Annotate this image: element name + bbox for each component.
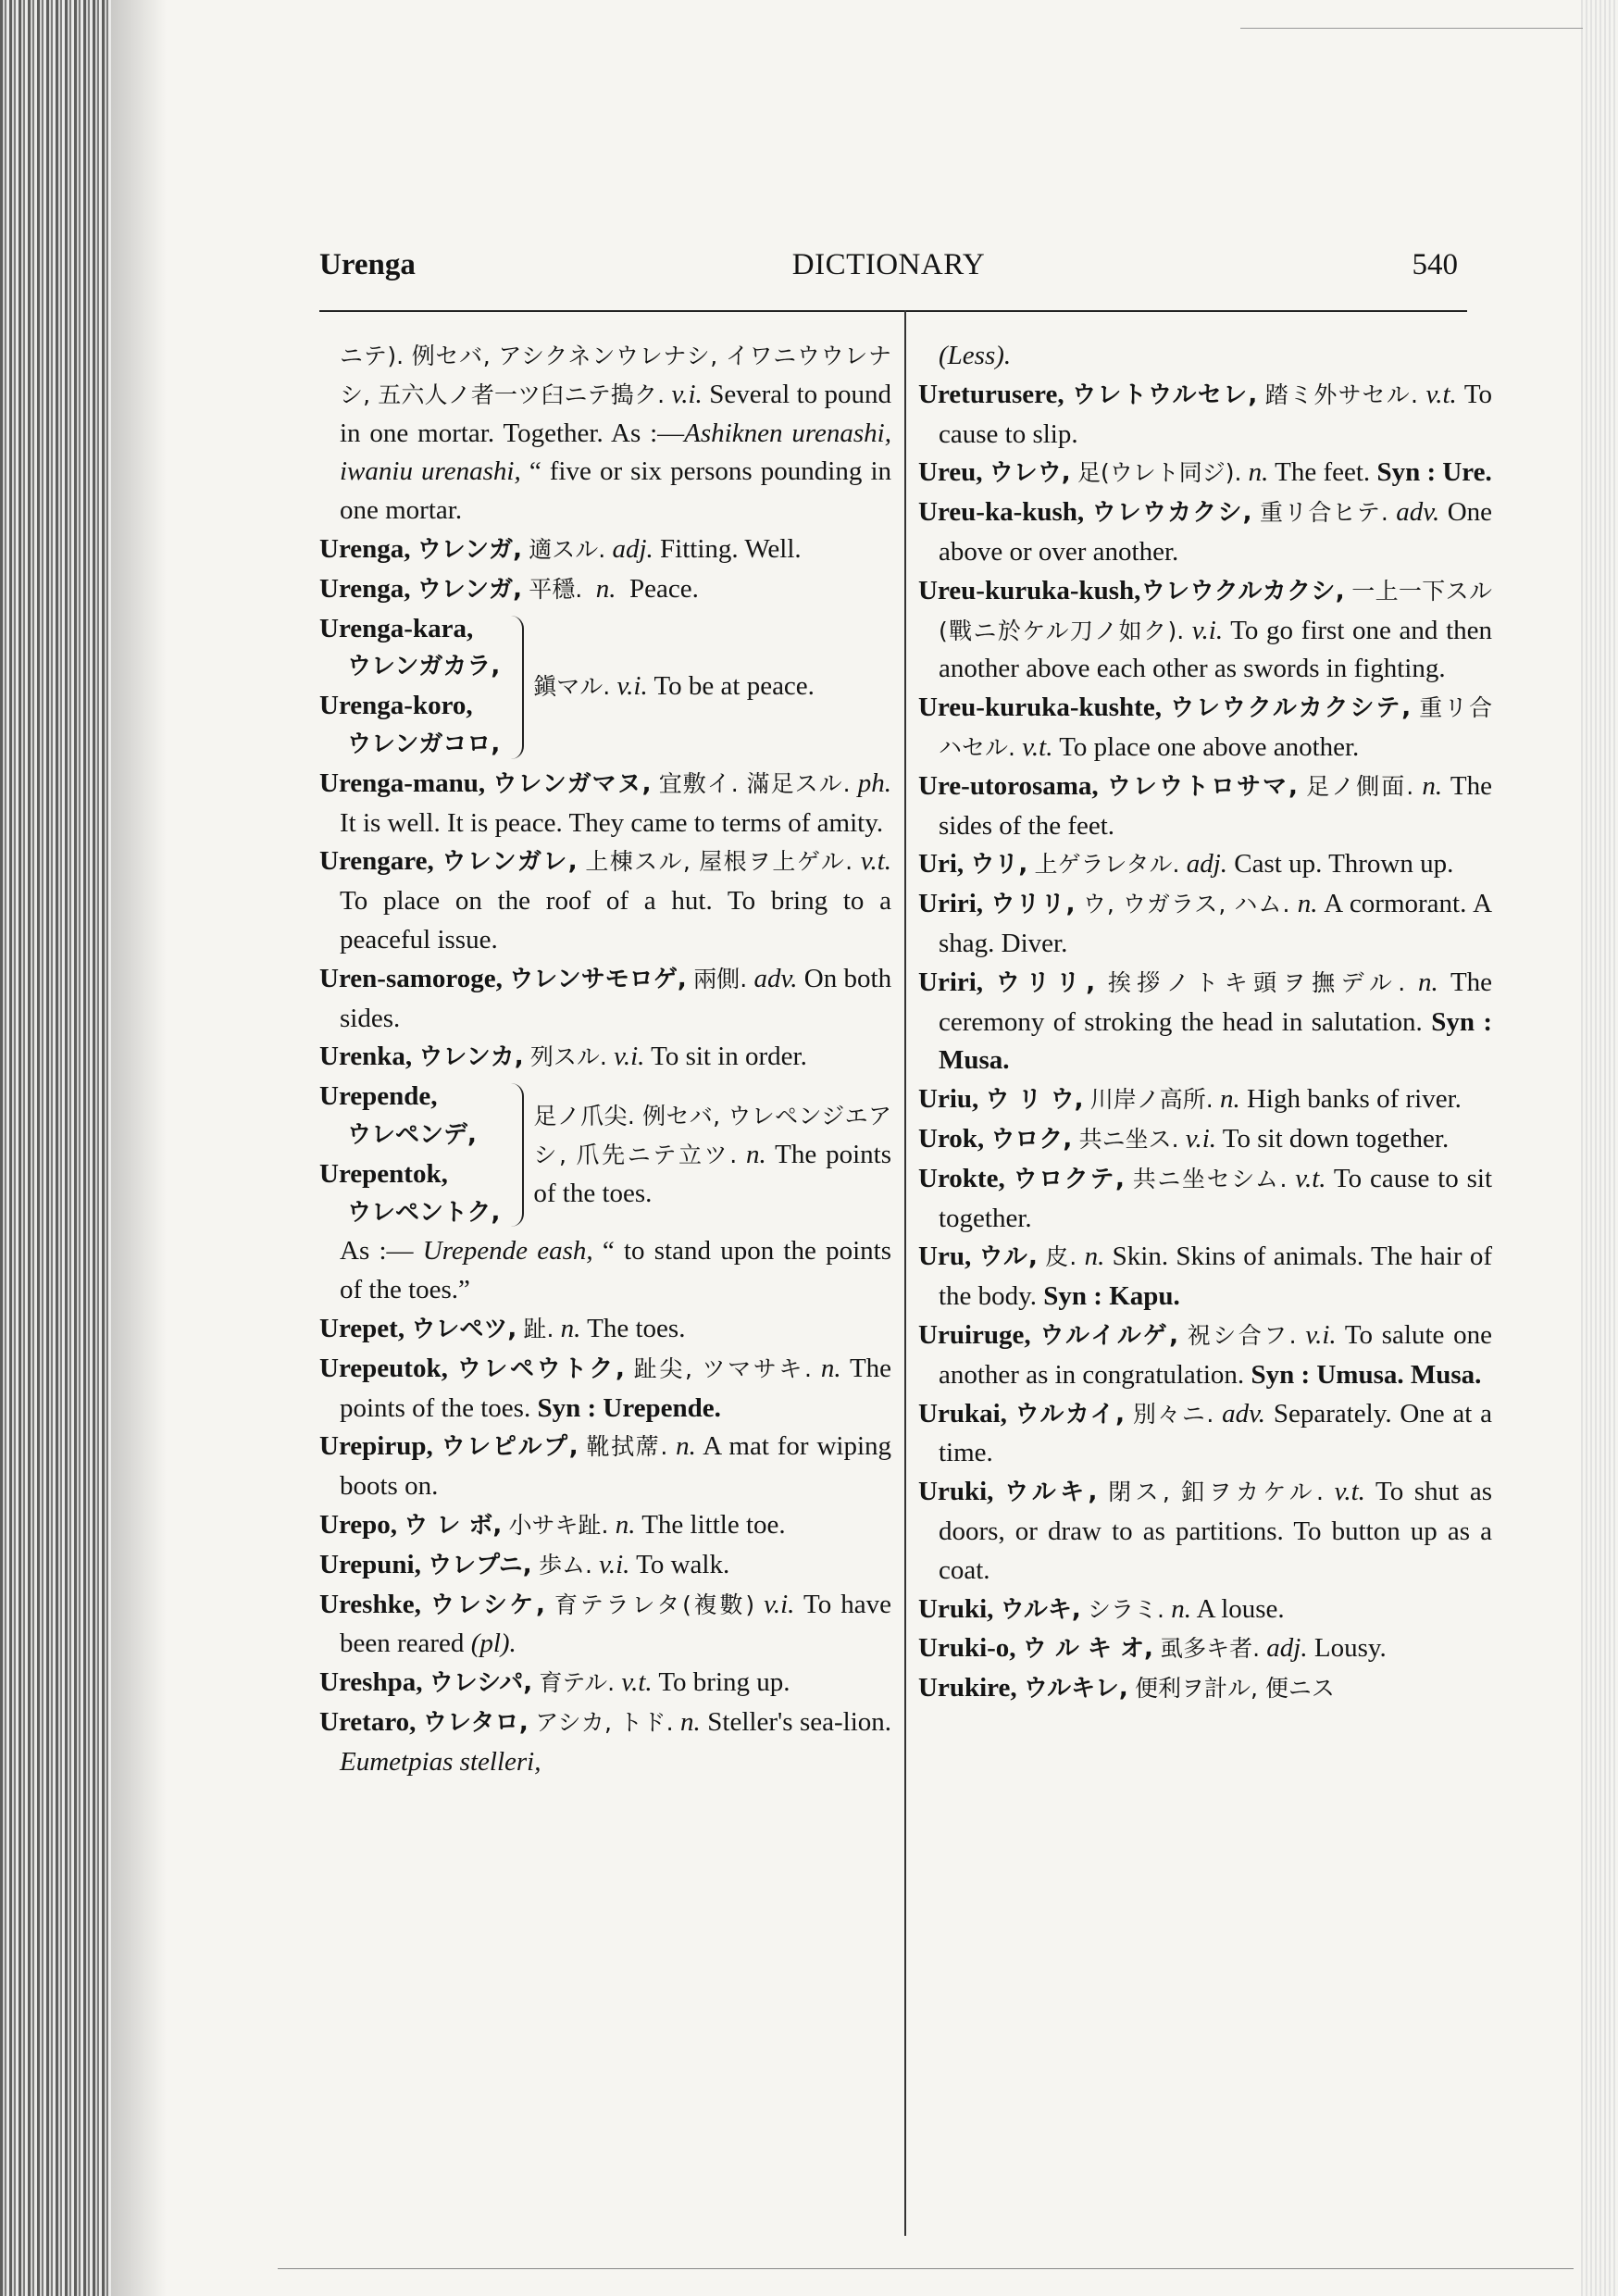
- entry-headword: Urukai,: [918, 1398, 1007, 1429]
- entry-headword: Uru,: [918, 1242, 972, 1272]
- dictionary-entry: Urenga-manu, ウレンガマヌ, 宜敷イ. 滿足スル. ph. It is well. It is peace. They came to terms of amity.: [319, 767, 892, 838]
- entry-headword: Urepo,: [319, 1509, 398, 1540]
- dictionary-entry: Uruki, ウルキ, シラミ. n. A louse.: [918, 1593, 1285, 1624]
- entry-headword: Uruki,: [918, 1593, 994, 1624]
- binding-shadow: [111, 0, 167, 2296]
- dictionary-entry: Uri, ウリ, 上ゲラレタル. adj. Cast up. Thrown up.: [918, 849, 1454, 880]
- entry-headword: Urepuni,: [319, 1549, 421, 1579]
- brace: [502, 616, 524, 759]
- dictionary-entry: Ureu-kuruka-kushte, ウレウクルカクシテ, 重リ合ハセル. v.t. To place one above another.: [918, 693, 1493, 762]
- entry-headword: Uriri,: [918, 889, 984, 919]
- left-column: [319, 337, 891, 1781]
- right-column: [918, 337, 1492, 1709]
- dictionary-entry: Ureturusere, ウレトウルセレ, 踏ミ外サセル. v.t. To cause to slip.: [918, 379, 1493, 449]
- entry-headword: Uren-samoroge,: [319, 963, 503, 993]
- entry-headword: Urenga,: [319, 533, 411, 564]
- entry-headword: Uruki-o,: [918, 1633, 1016, 1664]
- entry-headword: Ureu-kuruka-kush,: [918, 575, 1141, 605]
- entry-headword: Urenga,: [319, 573, 411, 604]
- page-binding-edge: [0, 0, 111, 2296]
- dictionary-entry: Urepirup, ウレピルプ, 靴拭蓆. n. A mat for wiping boots on.: [319, 1431, 892, 1502]
- entry-headword: Ure-utorosama,: [918, 770, 1099, 801]
- entry-headword: Urenga-koro,: [319, 691, 473, 721]
- entry-headword: Urepende,: [319, 1081, 438, 1112]
- dictionary-entry: Ureu-ka-kush, ウレウカクシ, 重リ合ヒテ. adv. One above or over another.: [918, 497, 1493, 567]
- entry-headword: Urok,: [918, 1123, 985, 1154]
- dictionary-entry: Urepet, ウレペツ, 趾. n. The toes.: [319, 1313, 686, 1343]
- entry-headword: Urenka,: [319, 1042, 413, 1072]
- dictionary-entry-group: Urepende, ウレペンデ, Urepentok, ウレペントク, 足ノ爪尖. 例セバ, ウレペンジエアシ, 爪先ニテ立ツ. n. The points of the toes.: [319, 1078, 891, 1232]
- dictionary-entry: Ureu, ウレウ, 足(ウレト同ジ). n. The feet. Syn : Ure.: [918, 457, 1492, 488]
- dictionary-entry: Ureshpa, ウレシパ, 育テル. v.t. To bring up.: [319, 1667, 790, 1698]
- dictionary-entry-continuation: As :— Urepende eash, “ to stand upon the points of the toes.”: [340, 1236, 891, 1305]
- dictionary-entry: Urenga, ウレンガ, 適スル. adj. Fitting. Well.: [319, 533, 802, 564]
- dictionary-entry: Urepo, ウ レ ボ, 小サキ趾. n. The little toe.: [319, 1509, 786, 1540]
- entry-headword: Urenga-kara,: [319, 613, 474, 643]
- entry-headword: Urepentok,: [319, 1158, 448, 1189]
- entry-headword: Ureshke,: [319, 1589, 421, 1619]
- entry-headword: Urepet,: [319, 1313, 405, 1343]
- entry-headword: Urukire,: [918, 1673, 1017, 1703]
- dictionary-entry: Urengare, ウレンガレ, 上棟スル, 屋根ヲ上ゲル. v.t. To place on the roof of a hut. To bring to a peaceful issue.: [319, 846, 892, 955]
- dictionary-entry: Uruki, ウルキ, 閉ス, 釦ヲカケル. v.t. To shut as doors, or draw to as partitions. To button up as a coat.: [918, 1477, 1493, 1585]
- entry-headword: Ureshpa,: [319, 1667, 423, 1698]
- dictionary-entry: Uren-samoroge, ウレンサモロゲ, 兩側. adv. On both sides.: [319, 963, 892, 1033]
- entry-headword: Uruiruge,: [918, 1319, 1031, 1350]
- entry-headword: Uretaro,: [319, 1706, 417, 1737]
- entry-headword: Urokte,: [918, 1163, 1005, 1193]
- entry-headword: Uruki,: [918, 1477, 994, 1507]
- entry-headword: Ureu,: [918, 457, 983, 488]
- entry-headword: Uriu,: [918, 1084, 979, 1115]
- header-rule: [319, 310, 1467, 312]
- entry-headword: Uri,: [918, 849, 965, 880]
- page-right-edge: [1581, 0, 1618, 2296]
- dictionary-entry: Uriri, ウリリ, 挨拶ノトキ頭ヲ撫デル. n. The ceremony of stroking the head in salutation. Syn : Musa.: [918, 967, 1493, 1076]
- dictionary-entry: Uruiruge, ウルイルゲ, 祝シ合フ. v.i. To salute one another as in congratulation. Syn : Umusa. Musa.: [918, 1319, 1493, 1390]
- dictionary-entry: Urok, ウロク, 共ニ坐ス. v.i. To sit down together.: [918, 1123, 1450, 1154]
- dictionary-entry: Ure-utorosama, ウレウトロサマ, 足ノ側面. n. The sides of the feet.: [918, 770, 1493, 841]
- dictionary-entry: Urukire, ウルキレ, 便利ヲ計ル, 便ニス: [918, 1673, 1335, 1703]
- entry-headword: Ureturusere,: [918, 379, 1064, 409]
- scan-bottom-line: [278, 2268, 1574, 2269]
- dictionary-entry: Urepeutok, ウレペウトク, 趾尖, ツマサキ. n. The points of the toes. Syn : Urepende.: [319, 1353, 892, 1423]
- dictionary-entry: Uriu, ウ リ ウ, 川岸ノ高所. n. High banks of river.: [918, 1084, 1462, 1115]
- dictionary-entry: Urenga, ウレンガ, 平穩. n. Peace.: [319, 573, 699, 604]
- scan-top-line: [1240, 28, 1583, 29]
- dictionary-entry: Urukai, ウルカイ, 別々ニ. adv. Separately. One at a time.: [918, 1398, 1492, 1468]
- dictionary-entry: Uru, ウル, 皮. n. Skin. Skins of animals. The hair of the body. Syn : Kapu.: [918, 1242, 1493, 1312]
- dictionary-entry: Ureu-kuruka-kush,ウレウクルカクシ, 一上一下スル(戰ニ於ケル刀ノ如ク). v.i. To go first one and then another above each other as swords in fighting.: [918, 575, 1493, 684]
- entry-headword: Ureu-ka-kush,: [918, 497, 1085, 528]
- dictionary-entry: Urepuni, ウレプニ, 歩ム. v.i. To walk.: [319, 1549, 730, 1579]
- column-divider: [904, 310, 906, 2236]
- dictionary-entry-group: Urenga-kara, ウレンガカラ, Urenga-koro, ウレンガコロ, 鎭マル. v.i. To be at peace.: [319, 610, 891, 765]
- entry-headword: Urepirup,: [319, 1431, 433, 1462]
- page-number: 540: [1412, 248, 1458, 281]
- entry-headword: Urenga-manu,: [319, 767, 486, 798]
- dictionary-entry: Uruki-o, ウ ル キ オ, 虱多キ者. adj. Lousy.: [918, 1633, 1387, 1664]
- dictionary-entry: Urenka, ウレンカ, 列スル. v.i. To sit in order.: [319, 1042, 807, 1072]
- header-title: DICTIONARY: [791, 248, 986, 281]
- page-header: [319, 248, 1458, 294]
- entry-headword: Ureu-kuruka-kushte,: [918, 693, 1162, 723]
- entry-headword: Urepeutok,: [319, 1353, 448, 1383]
- dictionary-entry-continuation: ニテ). 例セバ, アシクネンウレナシ, イワニウウレナシ, 五六人ノ者一ツ臼ニテ搗ク. v.i. Several to pound in one mortar. Together. As :—Ashiknen urenashi, iwaniu urenashi, “ five or six persons pounding in one mortar.: [340, 343, 892, 526]
- dictionary-entry: Ureshke, ウレシケ, 育テラレタ(複數) v.i. To have been reared (pl).: [319, 1589, 892, 1659]
- header-headword: Urenga: [319, 248, 416, 281]
- dictionary-entry: Uriri, ウリリ, ウ, ウガラス, ハム. n. A cormorant. A shag. Diver.: [918, 889, 1493, 958]
- brace: [502, 1083, 524, 1227]
- dictionary-entry: Uretaro, ウレタロ, アシカ, トド. n. Steller's sea-lion. Eumetpias stelleri,: [319, 1706, 892, 1777]
- dictionary-entry: Urokte, ウロクテ, 共ニ坐セシム. v.t. To cause to sit together.: [918, 1163, 1493, 1233]
- entry-headword: Uriri,: [918, 967, 984, 997]
- entry-headword: Urengare,: [319, 846, 434, 877]
- dictionary-entry-continuation: (Less).: [939, 341, 1012, 370]
